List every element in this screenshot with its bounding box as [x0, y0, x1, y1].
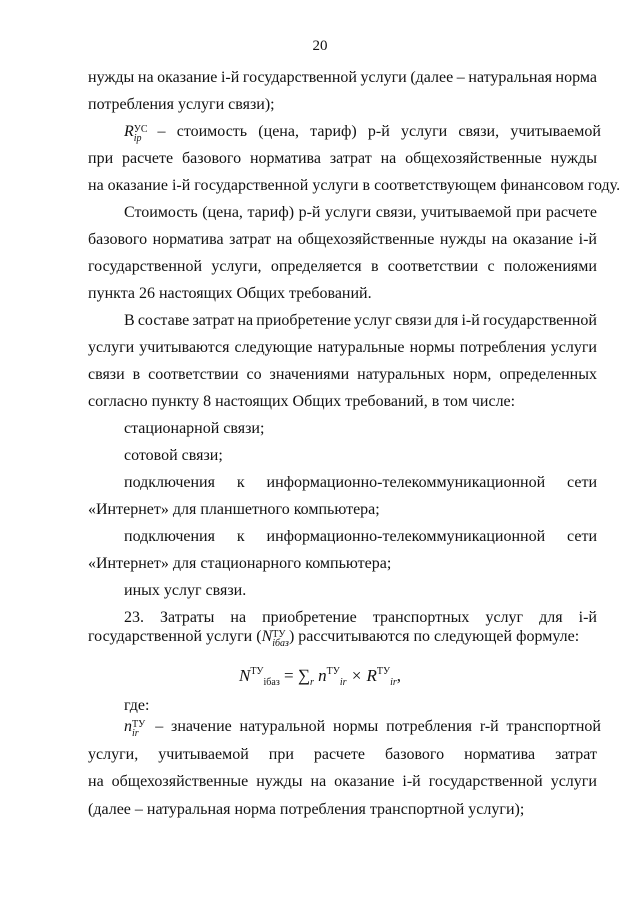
- text-line: подключения к информационно-телекоммуникационной сети: [124, 474, 597, 491]
- text-line: стационарной связи;: [124, 420, 265, 437]
- text-line: базового норматива затрат на общехозяйственные нужды на оказание i-й: [88, 231, 597, 248]
- text-line: связи в соответствии со значениями натуральных норм, определенных: [88, 366, 597, 383]
- text-line: В составе затрат на приобретение услуг связи для i-й государственной: [124, 312, 597, 329]
- symbol-subscript: ip: [133, 133, 142, 144]
- symbol-n-ir: n: [124, 718, 132, 735]
- text-line: сотовой связи;: [124, 447, 223, 464]
- text-line: на оказание i-й государственной услуги в соответствующем финансовом году.: [88, 177, 621, 194]
- text-line: услуги учитываются следующие натуральные нормы потребления услуги: [88, 339, 597, 356]
- symbol-superscript: УС: [133, 124, 148, 135]
- text-line: согласно пункту 8 настоящих Общих требований, в том числе:: [88, 393, 516, 410]
- text-line: иных услуг связи.: [124, 582, 247, 599]
- symbol-subscript: iбаз: [272, 638, 289, 649]
- page-number: 20: [312, 38, 328, 54]
- text-line: услуги, учитываемой при расчете базового норматива затрат: [88, 746, 597, 763]
- text-line: на общехозяйственные нужды на оказание i-й государственной услуги: [88, 773, 597, 790]
- text-line: потребления услуги связи);: [88, 96, 275, 113]
- symbol-superscript: ТУ: [272, 629, 286, 640]
- text-line-symbol: государственной услуги (N ТУ iбаз ) рассчитываются по следующей формуле:: [88, 628, 580, 649]
- text-line: где:: [124, 697, 150, 714]
- text-line: «Интернет» для стационарного компьютера;: [88, 555, 392, 572]
- text-line: Стоимость (цена, тариф) p-й услуги связи, учитываемой при расчете: [124, 204, 597, 221]
- text-line-symbol: n ТУ ir – значение натуральной нормы потребления r-й транспортной: [124, 718, 601, 739]
- symbol-subscript: ir: [132, 728, 139, 739]
- text-line: государственной услуги, определяется в соответствии с положениями: [88, 258, 597, 275]
- text-line: подключения к информационно-телекоммуникационной сети: [124, 528, 597, 545]
- symbol-r-ip: R: [124, 123, 134, 140]
- text-line: «Интернет» для планшетного компьютера;: [88, 501, 380, 518]
- text-line: 23. Затраты на приобретение транспортных услуг для i-й: [124, 609, 597, 626]
- text-line: (далее – натуральная норма потребления транспортной услуги);: [88, 801, 525, 818]
- text-line-symbol: R УС ip – стоимость (цена, тариф) p-й услуги связи, учитываемой: [124, 123, 601, 144]
- symbol-superscript: ТУ: [132, 719, 146, 730]
- symbol-n-ibaz: N: [261, 628, 273, 645]
- text-line: пункта 26 настоящих Общих требований.: [88, 285, 372, 302]
- formula: $N^{ТУ}_{iбаз} = \sum_r$ $n^{ТУ}_{ir} \times R^{ТУ}_{ir}$,: [238, 666, 402, 688]
- text-line: нужды на оказание i-й государственной услуги (далее – натуральная норма: [88, 69, 597, 86]
- text-line: при расчете базового норматива затрат на общехозяйственные нужды: [88, 150, 597, 167]
